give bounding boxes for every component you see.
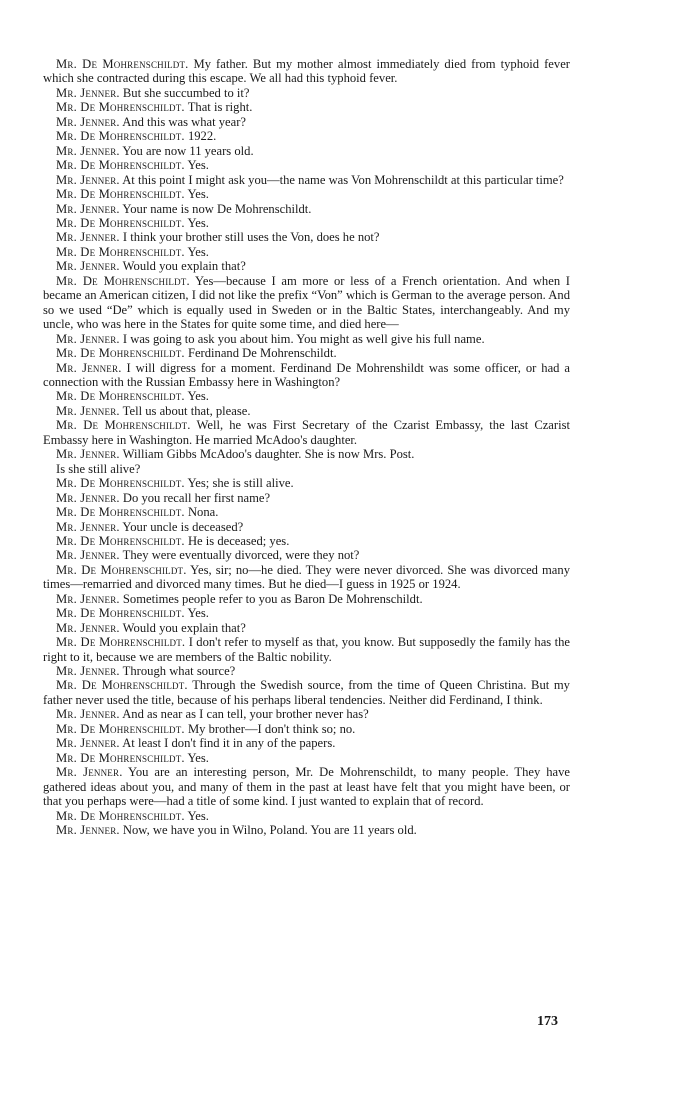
testimony-text: Well, he was First Secretary of the Czarist Embassy, the last Czarist Embassy here in Washington. He married McAdoo's daughter. [43,418,570,447]
testimony-paragraph [43,216,570,230]
testimony-text: William Gibbs McAdoo's daughter. She is now Mrs. Post. [119,447,415,462]
speaker-name: Mr. Jenner. [56,736,120,751]
speaker-name: Mr. Jenner. [56,259,120,274]
testimony-text: Sometimes people refer to you as Baron De Mohrenschildt. [119,591,423,606]
speaker-name: Mr. De Mohrenschildt. [56,100,185,115]
testimony-paragraph [43,332,570,346]
testimony-paragraph [43,707,570,721]
testimony-paragraph [43,144,570,158]
testimony-text: At least I don't find it in any of the papers. [119,736,336,751]
testimony-text: Yes; she is still alive. [184,476,294,491]
speaker-name: Mr. De Mohrenschildt. [56,244,185,259]
testimony-paragraph [43,462,570,476]
speaker-name: Mr. De Mohrenschildt. [56,476,185,491]
testimony-text: But she succumbed to it? [119,85,250,100]
testimony-paragraph [43,592,570,606]
testimony-paragraph [43,86,570,100]
speaker-name: Mr. De Mohrenschildt. [56,505,185,520]
testimony-text: Do you recall her first name? [119,490,271,505]
testimony-text: You are now 11 years old. [119,143,254,158]
speaker-name: Mr. De Mohrenschildt. [56,389,185,404]
speaker-name: Mr. Jenner. [56,548,120,563]
speaker-name: Mr. Jenner. [56,519,120,534]
testimony-text: Yes, sir; no—he died. They were never divorced. She was divorced many times—remarried and divorced many times. But he died—I guess in 1925 or 1924. [43,562,570,592]
testimony-paragraph [43,664,570,678]
testimony-text: Tell us about that, please. [119,403,251,418]
speaker-name: Mr. Jenner. [56,591,120,606]
speaker-name: Mr. De Mohrenschildt. [56,562,187,577]
speaker-name: Mr. Jenner. [56,331,120,346]
speaker-name: Mr. De Mohrenschildt. [56,215,185,230]
speaker-name: Mr. Jenner. [56,765,123,780]
testimony-paragraph [43,389,570,403]
testimony-paragraph [43,187,570,201]
speaker-name: Mr. Jenner. [56,823,120,838]
testimony-text: That is right. [184,100,253,115]
testimony-text: I don't refer to myself as that, you know. But supposedly the family has the right to it, because we are members of the Baltic nobility. [43,635,570,664]
testimony-paragraph [43,447,570,461]
speaker-name: Mr. Jenner. [56,201,120,216]
testimony-paragraph [43,505,570,519]
speaker-name: Mr. De Mohrenschildt. [56,533,185,548]
speaker-name: Mr. Jenner. [56,664,120,679]
testimony-paragraph [43,158,570,172]
testimony-text: He is deceased; yes. [184,533,290,548]
speaker-name: Mr. Jenner. [56,490,120,505]
testimony-paragraph [43,274,570,332]
testimony-text: Yes. [184,389,209,404]
testimony-text: At this point I might ask you—the name was Von Mohrenschildt at this particular time? [119,172,564,187]
page-number: 173 [537,1014,558,1029]
testimony-text: Yes. [184,187,209,202]
speaker-name: Mr. De Mohrenschildt. [56,273,190,288]
speaker-name: Mr. De Mohrenschildt. [56,418,191,433]
testimony-text: Now, we have you in Wilno, Poland. You are 11 years old. [119,823,417,838]
testimony-text: Yes. [184,215,209,230]
testimony-paragraph [43,115,570,129]
testimony-text: I was going to ask you about him. You might as well give his full name. [119,331,485,346]
testimony-paragraph [43,621,570,635]
testimony-paragraph [43,476,570,490]
testimony-paragraph [43,202,570,216]
testimony-paragraph [43,751,570,765]
testimony-text: Through the Swedish source, from the time of Queen Christina. But my father never used the title, because of his perhaps liberal tendencies. Neither did Ferdinand, I think. [43,678,570,707]
testimony-text: Is she still alive? [56,461,141,476]
testimony-text: And as near as I can tell, your brother never has? [119,707,369,722]
speaker-name: Mr. De Mohrenschildt. [56,808,185,823]
testimony-paragraph [43,346,570,360]
testimony-paragraph [43,520,570,534]
testimony-paragraph [43,548,570,562]
speaker-name: Mr. De Mohrenschildt. [56,187,185,202]
testimony-paragraph [43,361,570,390]
testimony-paragraph [43,722,570,736]
testimony-text: They were eventually divorced, were they not? [119,548,360,563]
testimony-paragraph [43,563,570,592]
testimony-text: You are an interesting person, Mr. De Mohrenschildt, to many people. They have gathered ideas about you, and many of them in the past at least have felt that you might have been, or that you perhaps were—had a title of some kind. I just wanted to explain that of record. [43,765,570,809]
speaker-name: Mr. Jenner. [56,114,120,129]
speaker-name: Mr. Jenner. [56,143,120,158]
testimony-text: My father. But my mother almost immediately died from typhoid fever which she contracted during this escape. We all had this typhoid fever. [43,57,570,86]
testimony-text: Yes. [184,750,209,765]
speaker-name: Mr. Jenner. [56,707,120,722]
testimony-paragraph [43,259,570,273]
speaker-name: Mr. Jenner. [56,620,120,635]
testimony-text: Through what source? [119,664,236,679]
speaker-name: Mr. De Mohrenschildt. [56,129,185,144]
testimony-text: Would you explain that? [119,620,246,635]
speaker-name: Mr. Jenner. [56,172,120,187]
testimony-paragraph [43,678,570,707]
testimony-text: I will digress for a moment. Ferdinand De Mohrenshildt was some officer, or had a connection with the Russian Embassy here in Washington? [43,360,570,389]
speaker-name: Mr. De Mohrenschildt. [56,606,185,621]
testimony-text: Yes. [184,808,209,823]
testimony-paragraph [43,173,570,187]
testimony-paragraph [43,491,570,505]
speaker-name: Mr. Jenner. [56,230,120,245]
speaker-name: Mr. Jenner. [56,447,120,462]
testimony-paragraph [43,606,570,620]
speaker-name: Mr. De Mohrenschildt. [56,635,186,650]
testimony-paragraph [43,57,570,86]
testimony-text: Your uncle is deceased? [119,519,244,534]
testimony-paragraph [43,635,570,664]
testimony-paragraph [43,809,570,823]
speaker-name: Mr. De Mohrenschildt. [56,346,185,361]
testimony-paragraph [43,100,570,114]
testimony-paragraph [43,534,570,548]
speaker-name: Mr. Jenner. [56,403,120,418]
speaker-name: Mr. De Mohrenschildt. [56,57,189,71]
testimony-text: Yes. [184,244,209,259]
testimony-paragraph [43,230,570,244]
testimony-paragraph [43,765,570,808]
testimony-text: Ferdinand De Mohrenschildt. [184,346,337,361]
speaker-name: Mr. De Mohrenschildt. [56,750,185,765]
transcript-body [43,57,570,837]
testimony-text: Yes. [184,606,209,621]
testimony-text: I think your brother still uses the Von, does he not? [119,230,380,245]
testimony-text: Would you explain that? [119,259,246,274]
testimony-paragraph [43,129,570,143]
testimony-text: 1922. [184,129,217,144]
testimony-paragraph [43,245,570,259]
speaker-name: Mr. Jenner. [56,85,120,100]
testimony-text: Your name is now De Mohrenschildt. [119,201,312,216]
testimony-paragraph [43,404,570,418]
testimony-paragraph [43,736,570,750]
testimony-paragraph [43,823,570,837]
testimony-text: My brother—I don't think so; no. [184,721,356,736]
speaker-name: Mr. De Mohrenschildt. [56,678,188,693]
speaker-name: Mr. De Mohrenschildt. [56,158,185,173]
testimony-text: And this was what year? [119,114,247,129]
testimony-text: Nona. [184,505,219,520]
testimony-text: Yes—because I am more or less of a French orientation. And when I became an American citizen, I did not like the prefix “Von” which is German to the average person. And so we used “De” which is equally used in Sweden or in the Baltic States, interchangeably. And my uncle, who was here in the States for quite some time, and died here— [43,273,570,332]
testimony-paragraph [43,418,570,447]
speaker-name: Mr. Jenner. [56,360,122,375]
testimony-text: Yes. [184,158,209,173]
speaker-name: Mr. De Mohrenschildt. [56,721,185,736]
